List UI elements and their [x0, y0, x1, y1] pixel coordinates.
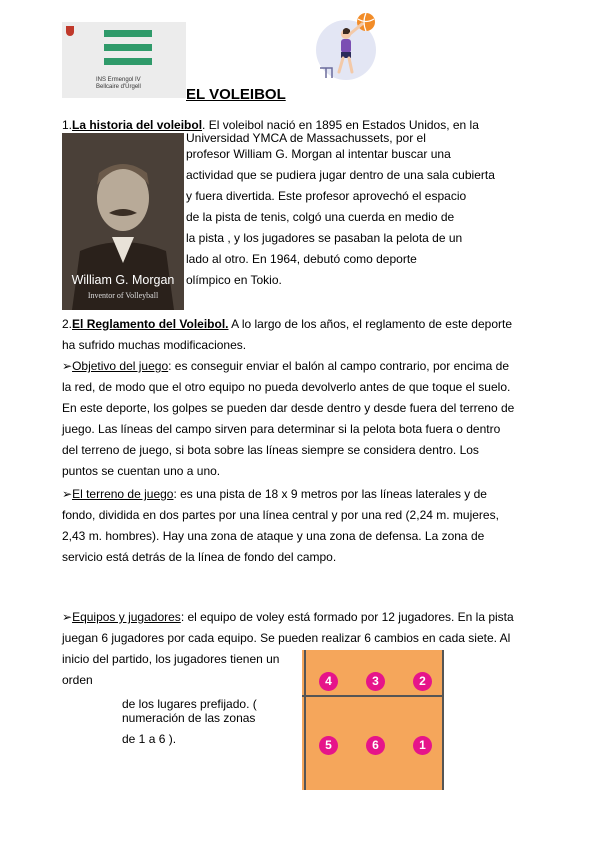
section1-heading: La historia del voleibol: [72, 118, 203, 132]
court-sideline: [304, 650, 306, 790]
morgan-portrait: [62, 133, 184, 310]
logo-text-school: INS Ermengol IV: [96, 77, 141, 83]
section2-first-line: [62, 317, 512, 331]
objetivo-text: del terreno de juego, si bota sobre las líneas siempre se considera dentro. Los: [62, 443, 479, 457]
zone-marker: 3: [366, 672, 385, 691]
section1-number: 1.: [62, 118, 73, 132]
logo-bar: [104, 44, 152, 51]
equipos-text: inicio del partido, los jugadores tienen un: [62, 652, 280, 666]
objetivo-text: : es conseguir enviar el balón al campo contrario, por encima de: [168, 359, 509, 373]
equipos-text: de 1 a 6 ).: [122, 732, 177, 746]
terreno-text: 2,43 m. hombres). Hay una zona de ataque y una zona de defensa. La zona de: [62, 529, 485, 543]
section2-text: A lo largo de los años, el reglamento de este deporte: [228, 317, 513, 331]
objetivo-text: juego. Las líneas del campo sirven para determinar si la pelota bota fuera o dentro: [62, 422, 501, 436]
terreno-text: servicio está detrás de la línea de fondo del campo.: [62, 550, 337, 564]
equipos-text: numeración de las zonas: [122, 711, 256, 725]
section1-text: y fuera divertida. Este profesor aprovechó el espacio: [186, 189, 467, 203]
equipos-first-line: [62, 610, 514, 624]
section1-text: olímpico en Tokio.: [186, 273, 282, 287]
zone-marker: 5: [319, 736, 338, 755]
section1-text: lado al otro. En 1964, debutó como deporte: [186, 252, 417, 266]
court-net: [302, 695, 444, 697]
equipos-text: orden: [62, 673, 93, 687]
section2-heading: El Reglamento del Voleibol.: [72, 317, 229, 331]
terreno-first-line: [62, 487, 487, 501]
zone-marker: 1: [413, 736, 432, 755]
objetivo-text: En este deporte, los golpes se pueden dar desde dentro y desde fuera del terreno de: [62, 401, 515, 415]
volleyball-player-illustration: [310, 10, 382, 82]
logo-bar: [104, 58, 152, 65]
section1-first-line: [62, 118, 479, 132]
section1-text: actividad que se pudiera jugar dentro de una sala cubierta: [186, 168, 495, 182]
equipos-text: de los lugares prefijado. (: [122, 697, 257, 711]
equipos-term: Equipos y jugadores: [72, 610, 181, 624]
section1-text: profesor William G. Morgan al intentar buscar una: [186, 147, 451, 161]
equipos-text: : el equipo de voley está formado por 12 jugadores. En la pista: [180, 610, 514, 624]
bullet-arrow-icon: ➢: [62, 610, 73, 624]
section1-text: Universidad YMCA de Massachussets, por el: [186, 131, 426, 145]
page-title: EL VOLEIBOL: [186, 86, 286, 103]
bullet-arrow-icon: ➢: [62, 487, 73, 501]
section2-number: 2.: [62, 317, 73, 331]
zone-marker: 2: [413, 672, 432, 691]
section1-text: de la pista de tenis, colgó una cuerda en medio de: [186, 210, 455, 224]
objetivo-text: la red, de modo que el otro equipo no pueda devolverlo antes de que toque el suelo.: [62, 380, 511, 394]
logo-text-town: Bellcaire d'Urgell: [96, 84, 141, 90]
objetivo-term: Objetivo del juego: [72, 359, 169, 373]
objetivo-first-line: [62, 359, 509, 373]
zone-marker: 4: [319, 672, 338, 691]
school-logo: [62, 22, 186, 98]
equipos-text: juegan 6 jugadores por cada equipo. Se pueden realizar 6 cambios en cada siete. Al: [62, 631, 511, 645]
zone-marker: 6: [366, 736, 385, 755]
logo-bar: [104, 30, 152, 37]
terreno-term: El terreno de juego: [72, 487, 174, 501]
section2-text: ha sufrido muchas modificaciones.: [62, 338, 247, 352]
objetivo-text: puntos se cuentan uno a uno.: [62, 464, 221, 478]
photo-caption-role: Inventor of Volleyball: [87, 291, 159, 300]
crest-icon: [66, 26, 74, 36]
terreno-text: : es una pista de 18 x 9 metros por las líneas laterales y de: [173, 487, 487, 501]
bullet-arrow-icon: ➢: [62, 359, 73, 373]
court-diagram: [302, 650, 444, 790]
section1-text: . El voleibol nació en 1895 en Estados Unidos, en la: [202, 118, 479, 132]
section1-text: la pista , y los jugadores se pasaban la pelota de un: [186, 231, 463, 245]
court-sideline: [442, 650, 444, 790]
terreno-text: fondo, dividida en dos partes por una línea central y por una red (2,24 m. mujeres,: [62, 508, 499, 522]
photo-caption-name: William G. Morgan: [71, 273, 175, 287]
